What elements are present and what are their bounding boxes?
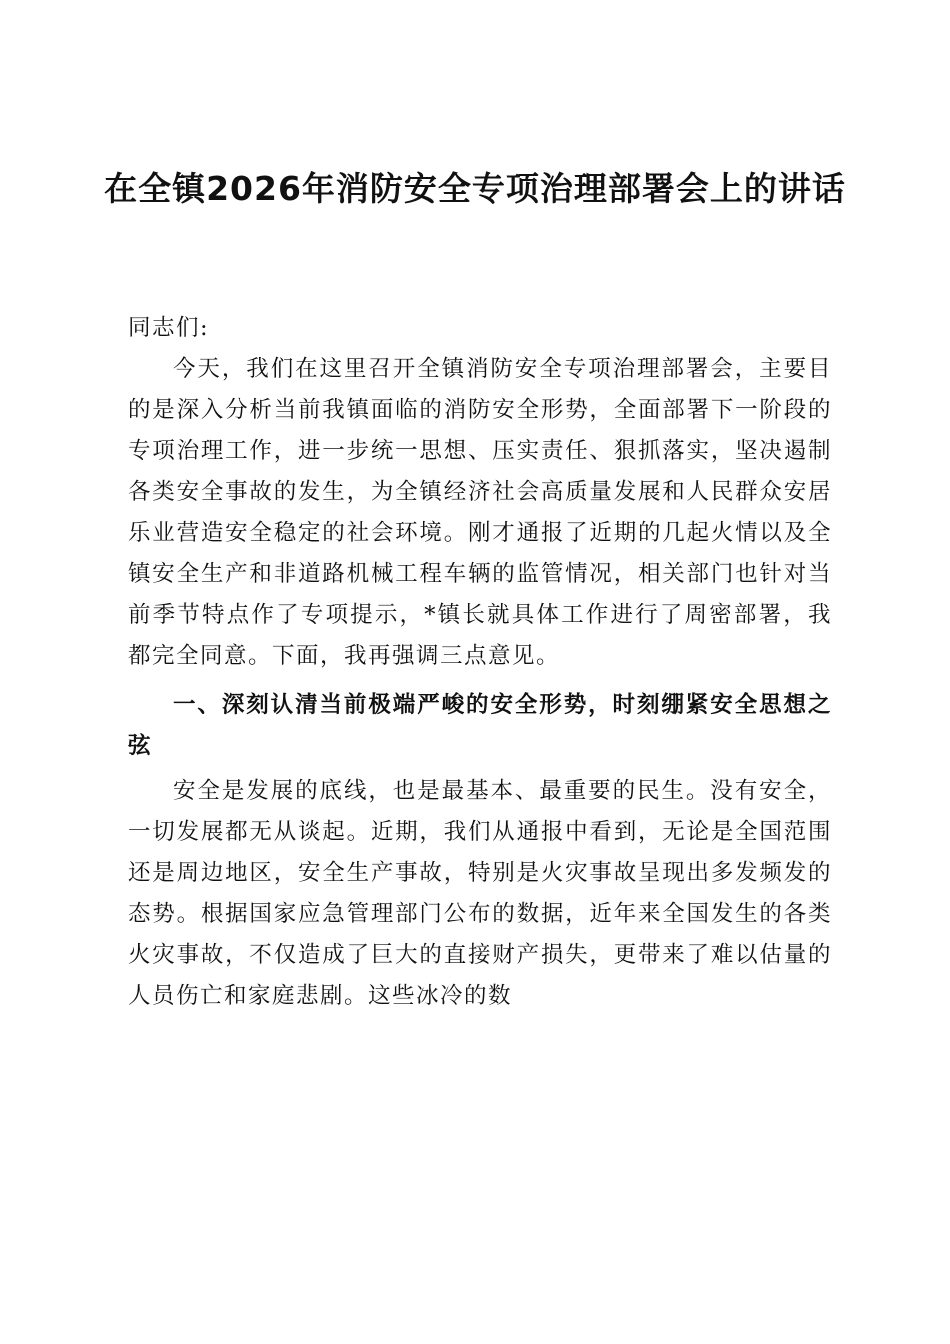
document-title: 在全镇2026年消防安全专项治理部署会上的讲话	[104, 169, 846, 208]
section-1-paragraph: 安全是发展的底线，也是最基本、最重要的民生。没有安全，一切发展都无从谈起。近期，我们从通报中看到，无论是全国范围还是周边地区，安全生产事故，特别是火灾事故呈现出多发频发的态势。根据国家应急管理部门公布的数据，近年来全国发生的各类火灾事故，不仅造成了巨大的直接财产损失，更带来了难以估量的人员伤亡和家庭悲剧。这些冰冷的数	[128, 778, 832, 1009]
document-body	[128, 308, 832, 1017]
section-heading-1: 一、深刻认清当前极端严峻的安全形势，时刻绷紧安全思想之弦	[128, 692, 832, 759]
greeting: 同志们:	[128, 315, 210, 341]
intro-paragraph: 今天，我们在这里召开全镇消防安全专项治理部署会，主要目的是深入分析当前我镇面临的消防安全形势，全面部署下一阶段的专项治理工作，进一步统一思想、压实责任、狠抓落实，坚决遏制各类安全事故的发生，为全镇经济社会高质量发展和人民群众安居乐业营造安全稳定的社会环境。刚才通报了近期的几起火情以及全镇安全生产和非道路机械工程车辆的监管情况，相关部门也针对当前季节特点作了专项提示，*镇长就具体工作进行了周密部署，我都完全同意。下面，我再强调三点意见。	[128, 356, 832, 669]
